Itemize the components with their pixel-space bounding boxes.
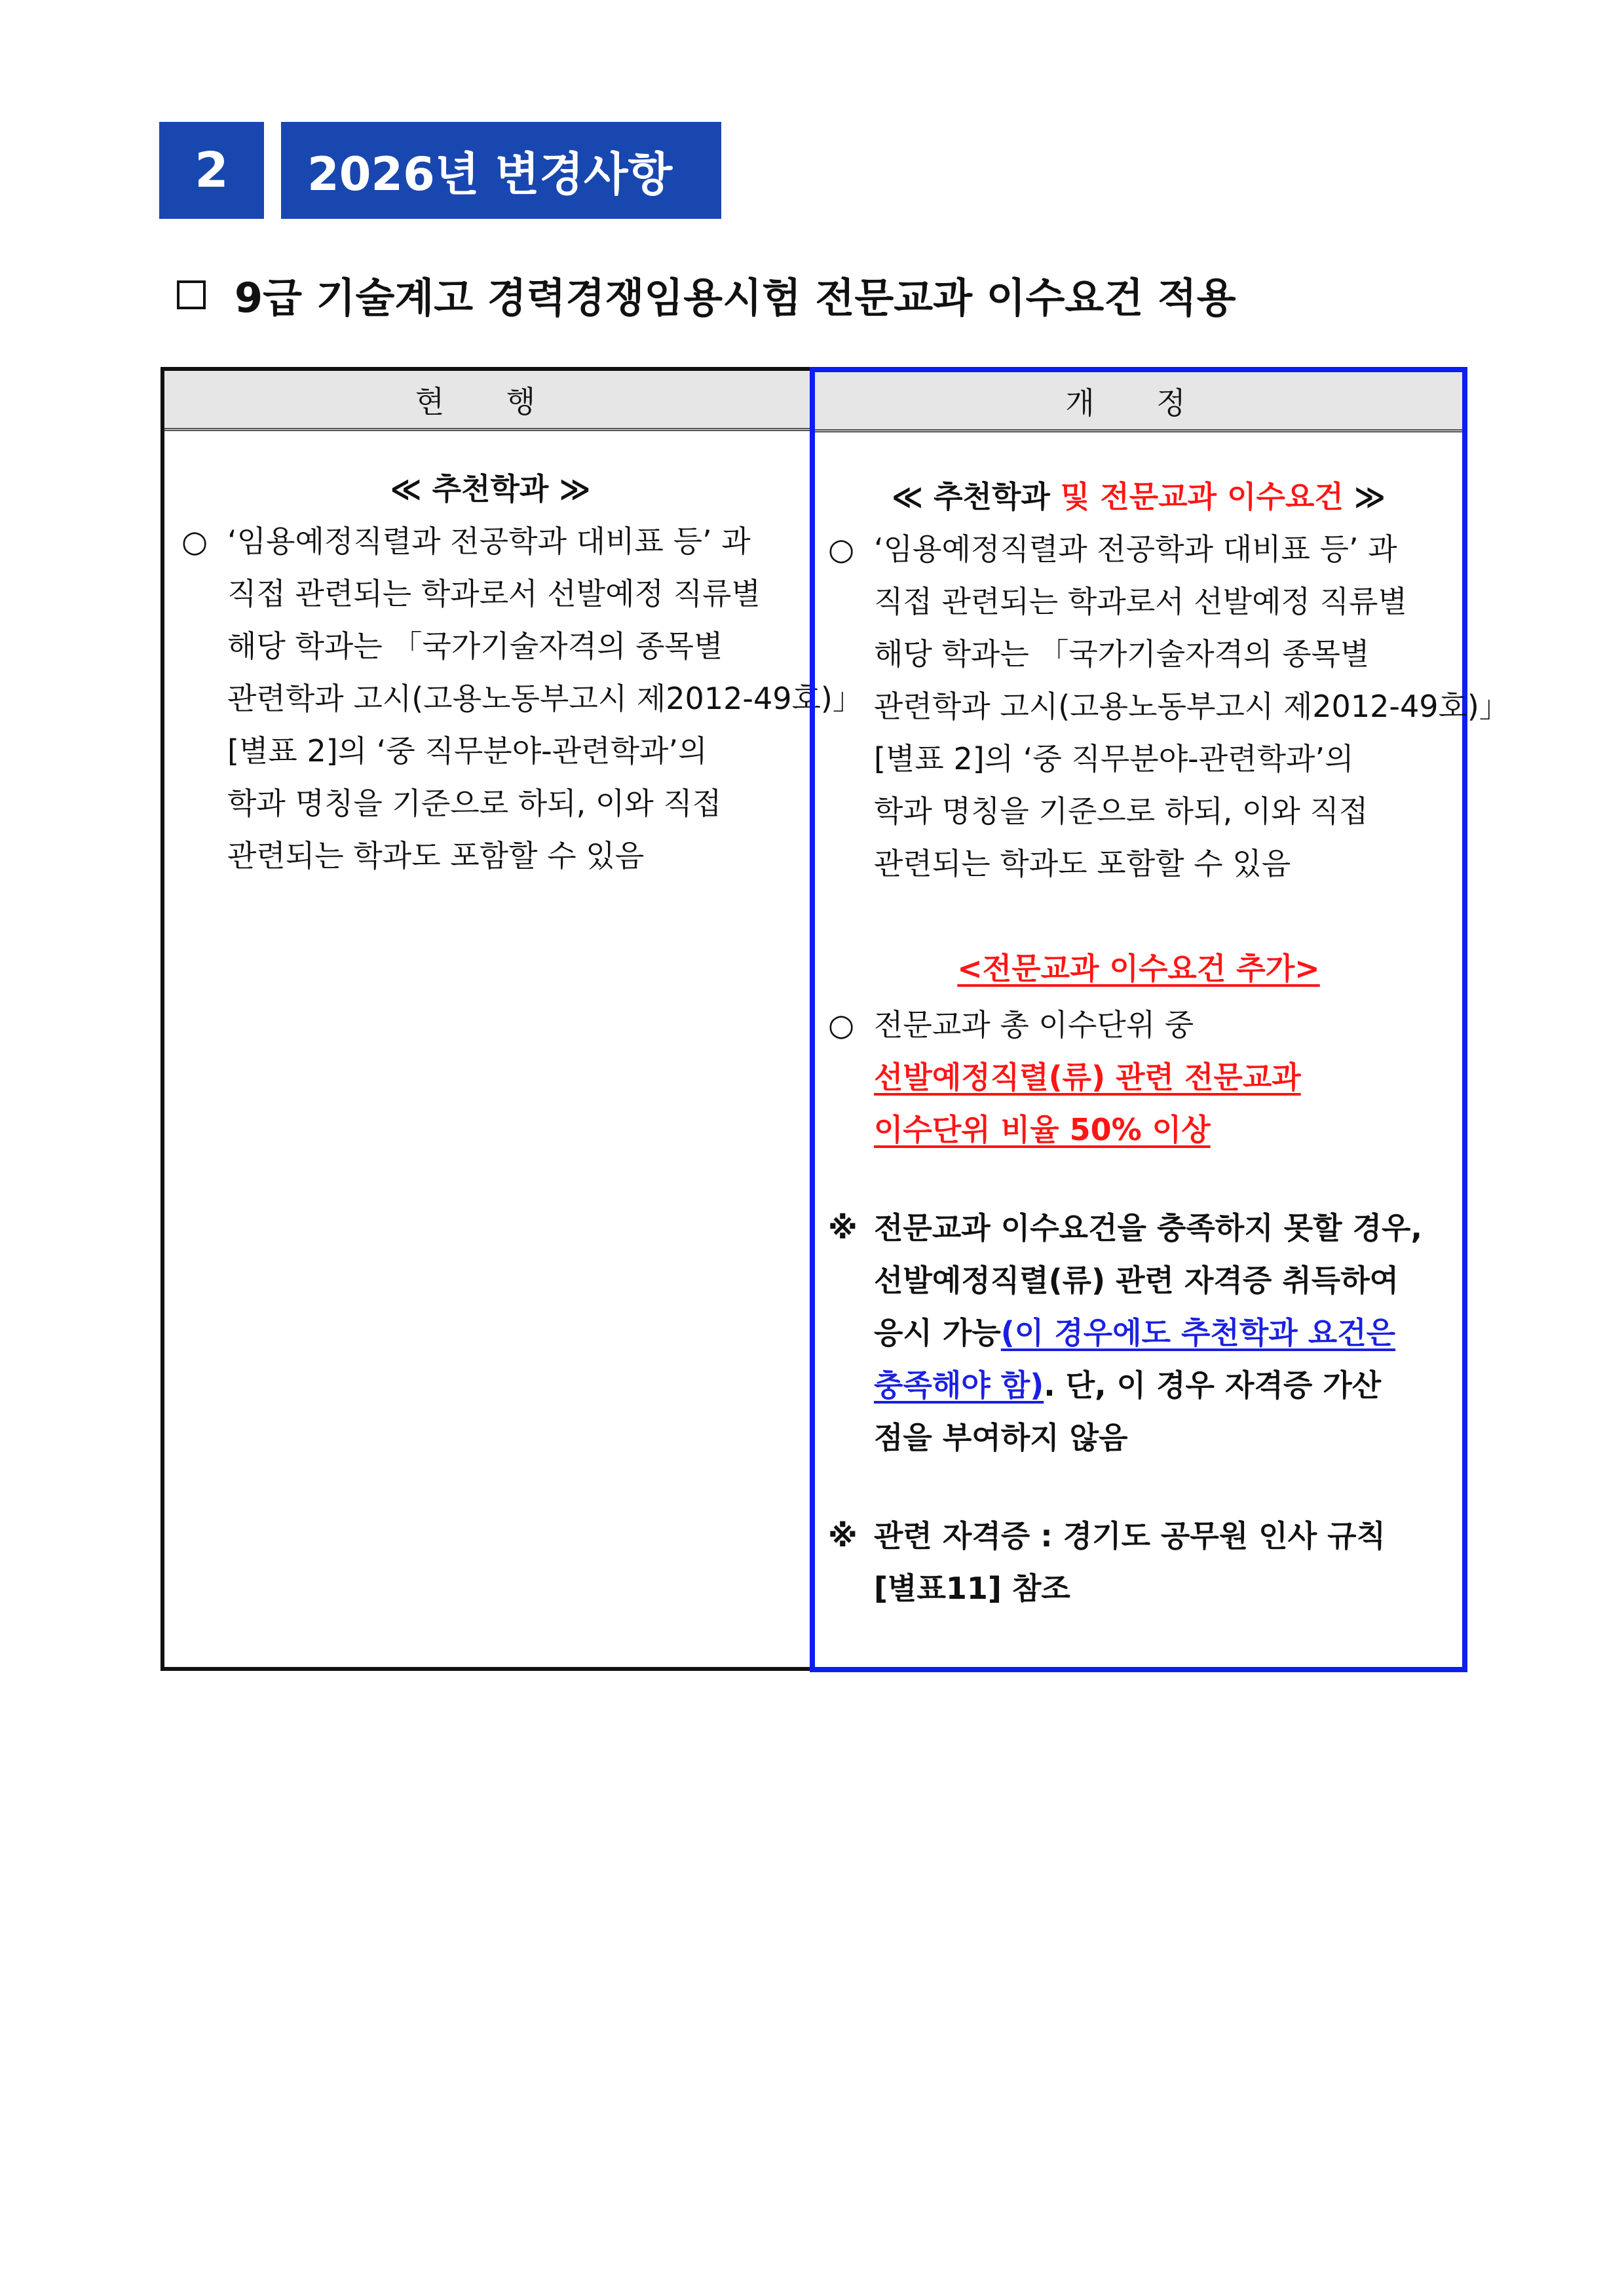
note1-line: 점을 부여하지 않음: [874, 1420, 1128, 1455]
revised-title-close: ≫: [1353, 479, 1386, 514]
revised-title-open: ≪ 추천학과: [891, 479, 1050, 514]
revised-line: 관련학과 고시(고용노동부고시 제2012-49호)」: [874, 689, 1509, 724]
circle-bullet-icon: ○: [828, 531, 855, 567]
reference-mark-icon: ※: [828, 1518, 858, 1554]
current-line: 관련되는 학과도 포함할 수 있음: [227, 838, 645, 873]
note1-line-4: [874, 1359, 1449, 1411]
revised-line: 관련되는 학과도 포함할 수 있음: [874, 846, 1291, 881]
subheading-text: 9급 기술계고 경력경쟁임용시험 전문교과 이수요건 적용: [235, 274, 1236, 322]
current-title: ≪ 추천학과 ≫: [390, 471, 591, 507]
note-1: [828, 1202, 1449, 1464]
note1-line-3: [874, 1307, 1449, 1359]
note2-line-2: [별표11] 참조: [874, 1571, 1070, 1606]
section-title: 2026년 변경사항: [281, 122, 721, 219]
note1-line4-b: . 단, 이 경우 자격증 가산: [1044, 1368, 1382, 1403]
revised-column: [810, 367, 1509, 1672]
current-column: [161, 367, 863, 1671]
current-header: 현 행: [164, 371, 812, 431]
revised-line: 학과 명칭을 기준으로 하되, 이와 직접: [874, 794, 1369, 829]
note1-line: 선발예정직렬(류) 관련 자격증 취득하여: [874, 1263, 1399, 1298]
revised-line: ‘임용예정직렬과 전공학과 대비표 등’ 과: [874, 531, 1397, 567]
revised-line: [별표 2]의 ‘중 직무분야-관련학과’의: [874, 741, 1354, 776]
requirement-paragraph: [828, 999, 1449, 1156]
revised-header: 개 정: [815, 372, 1462, 432]
note1-line4-blue: 충족해야 함): [874, 1368, 1044, 1403]
note1-line: 전문교과 이수요건을 충족하지 못할 경우,: [874, 1210, 1422, 1246]
current-line: 직접 관련되는 학과로서 선발예정 직류별: [227, 576, 761, 611]
addition-title: <전문교과 이수요건 추가>: [957, 951, 1320, 986]
current-paragraph: [181, 515, 863, 882]
revised-line: 해당 학과는 「국가기술자격의 종목별: [874, 636, 1370, 672]
note-2: [828, 1510, 1449, 1615]
current-line: ‘임용예정직렬과 전공학과 대비표 등’ 과: [227, 524, 751, 559]
current-line: 학과 명칭을 기준으로 하되, 이와 직접: [227, 786, 722, 821]
checkbox-square-icon: [177, 280, 206, 309]
note1-line3-blue: (이 경우에도 추천학과 요건은: [1000, 1315, 1396, 1350]
reference-mark-icon: ※: [828, 1210, 858, 1246]
current-line: [별표 2]의 ‘중 직무분야-관련학과’의: [227, 733, 708, 769]
section-number: 2: [159, 122, 264, 219]
revised-paragraph: [828, 523, 1509, 890]
revised-title-red: 및 전문교과 이수요건: [1060, 479, 1344, 514]
requirement-lead: 전문교과 총 이수단위 중: [874, 1007, 1194, 1043]
note1-line3-a: 응시 가능: [874, 1315, 1001, 1350]
requirement-red-2: 이수단위 비율 50% 이상: [874, 1112, 1211, 1147]
circle-bullet-icon: ○: [181, 524, 208, 559]
revised-line: 직접 관련되는 학과로서 선발예정 직류별: [874, 584, 1407, 619]
revised-title: [828, 470, 1449, 523]
note2-line-1: 관련 자격증 : 경기도 공무원 인사 규칙: [874, 1518, 1386, 1554]
current-line: 관련학과 고시(고용노동부고시 제2012-49호)」: [227, 681, 863, 716]
circle-bullet-icon: ○: [828, 1007, 855, 1043]
requirement-red-1: 선발예정직렬(류) 관련 전문교과: [874, 1060, 1301, 1095]
current-line: 해당 학과는 「국가기술자격의 종목별: [227, 628, 723, 664]
subheading: [177, 265, 1236, 324]
